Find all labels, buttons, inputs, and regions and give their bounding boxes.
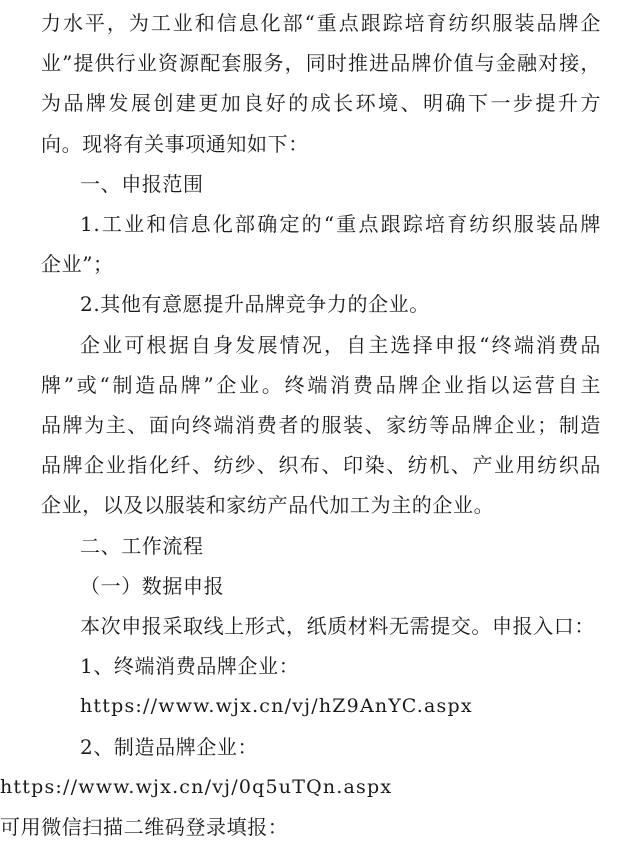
section-1-para-line-5: 企业，以及以服装和家纺产品代加工为主的企业。 [41,493,495,517]
section-1-para-line-3: 品牌为主、面向终端消费者的服装、家纺等品牌企业；制造 [41,413,601,437]
section-2-heading: 二、工作流程 [80,534,204,558]
sub-1-heading: （一）数据申报 [80,574,225,598]
intro-line-2: 业”提供行业资源配套服务，同时推进品牌价值与金融对接， [41,51,601,75]
section-1-item-1-line-1: 1.工业和信息化部确定的“重点跟踪培育纺织服装品牌 [80,212,601,236]
section-1-para-line-2: 牌”或“制造品牌”企业。终端消费品牌企业指以运营自主 [41,373,601,397]
intro-line-1: 力水平，为工业和信息化部“重点跟踪培育纺织服装品牌企 [41,11,601,35]
entry-2-url: https://www.wjx.cn/vj/0q5uTQn.aspx [0,776,393,798]
intro-line-4: 向。现将有关事项通知如下： [41,132,309,156]
section-1-para-line-1: 企业可根据自身发展情况，自主选择申报“终端消费品 [80,333,601,357]
section-1-para-line-4: 品牌企业指化纤、纺纱、织布、印染、纺机、产业用纺织品 [41,453,601,477]
entry-1-label: 1、终端消费品牌企业： [80,654,300,678]
intro-line-3: 为品牌发展创建更加良好的成长环境、明确下一步提升方 [41,91,601,115]
sub-1-text: 本次申报采取线上形式，纸质材料无需提交。申报入口： [80,614,595,638]
wechat-scan-text: 可用微信扫描二维码登录填报： [0,815,289,839]
section-1-heading: 一、申报范围 [80,172,204,196]
section-1-item-2: 2.其他有意愿提升品牌竞争力的企业。 [80,292,430,316]
entry-2-label: 2、制造品牌企业： [80,735,259,759]
section-1-item-1-line-2: 企业”； [41,252,114,276]
entry-1-url: https://www.wjx.cn/vj/hZ9AnYC.aspx [80,695,473,717]
